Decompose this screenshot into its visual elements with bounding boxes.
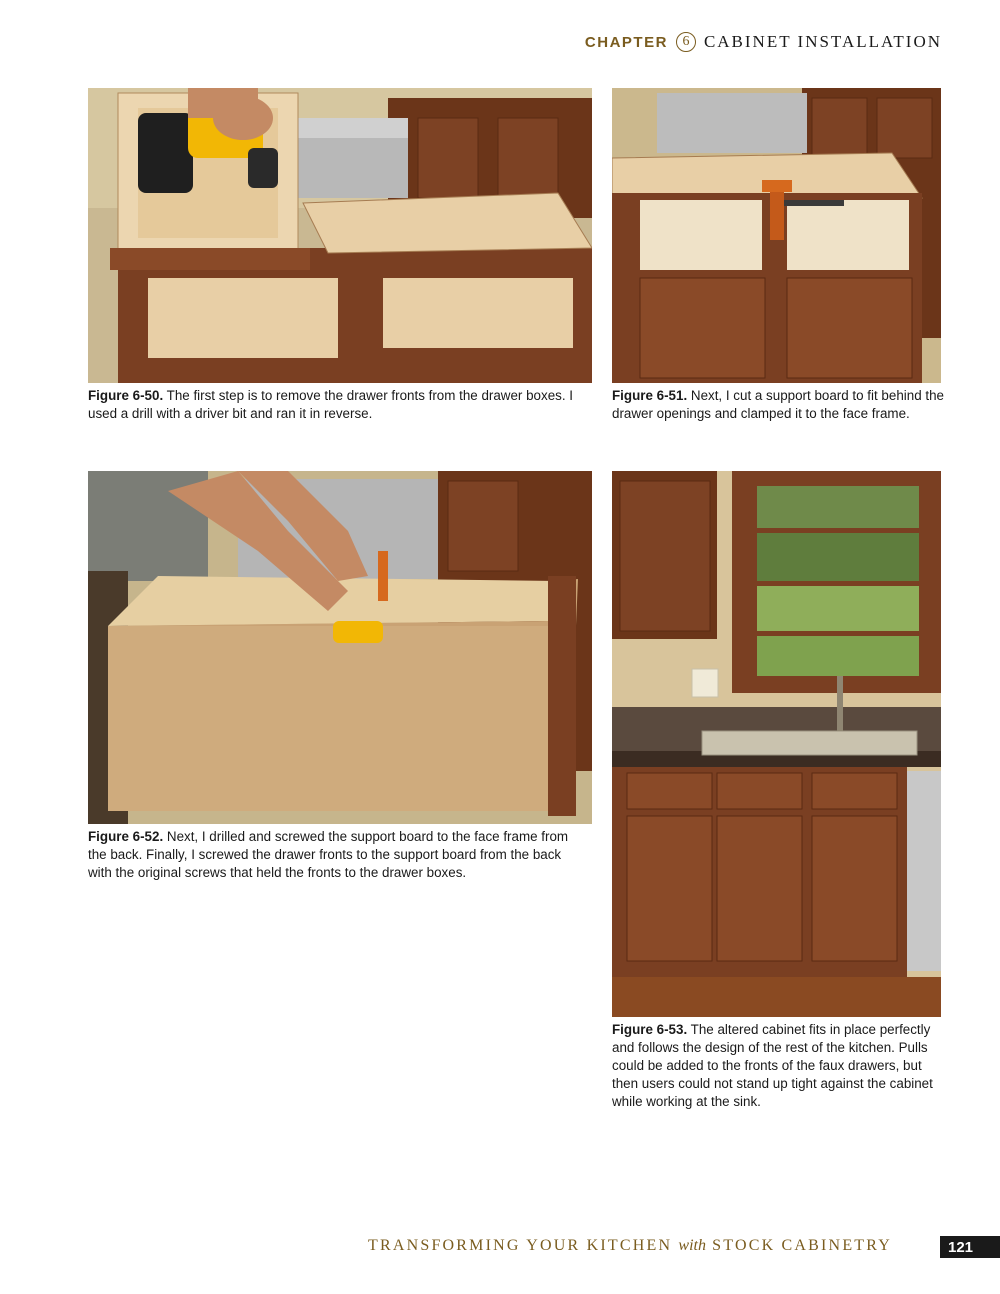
figure-6-50-photo — [88, 88, 592, 383]
book-title-part2: STOCK CABINETRY — [712, 1237, 893, 1254]
figure-6-53-text: The altered cabinet fits in place perfectly and follows the design of the rest of the kitchen. Pulls could be added to the fronts of the faux drawers, but then users could not stand up tight against the cabinet while working at the sink. — [612, 1022, 933, 1109]
chapter-label: CHAPTER — [584, 33, 668, 51]
chapter-header — [585, 32, 942, 52]
figure-6-50-caption — [88, 387, 588, 423]
chapter-number-badge: 6 — [676, 32, 696, 52]
page-number: 121 — [940, 1236, 1000, 1258]
book-title — [368, 1237, 892, 1255]
figure-6-53-photo — [612, 471, 941, 1017]
chapter-title: CABINET INSTALLATION — [703, 32, 942, 51]
figure-6-52-label: Figure 6-52. — [88, 829, 164, 844]
figure-6-50-text: The first step is to remove the drawer fronts from the drawer boxes. I used a drill with a driver bit and ran it in reverse. — [88, 388, 573, 421]
figure-6-51-caption — [612, 387, 944, 423]
figure-6-51-label: Figure 6-51. — [612, 388, 688, 403]
book-title-with: with — [678, 1237, 706, 1254]
figure-6-53-label: Figure 6-53. — [612, 1022, 688, 1037]
book-title-part1: TRANSFORMING YOUR KITCHEN — [368, 1237, 673, 1254]
figure-6-51-photo — [612, 88, 941, 383]
figure-6-52-caption — [88, 828, 588, 882]
figure-6-52-photo — [88, 471, 592, 824]
figure-6-51-text: Next, I cut a support board to fit behind the drawer openings and clamped it to the face frame. — [612, 388, 944, 421]
figure-6-52-text: Next, I drilled and screwed the support board to the face frame from the back. Finally, I screwed the drawer fronts to the support board from the back with the original screws that held the fronts to the drawer boxes. — [88, 829, 569, 880]
figure-6-50-label: Figure 6-50. — [88, 388, 164, 403]
figure-6-53-caption — [612, 1021, 944, 1111]
